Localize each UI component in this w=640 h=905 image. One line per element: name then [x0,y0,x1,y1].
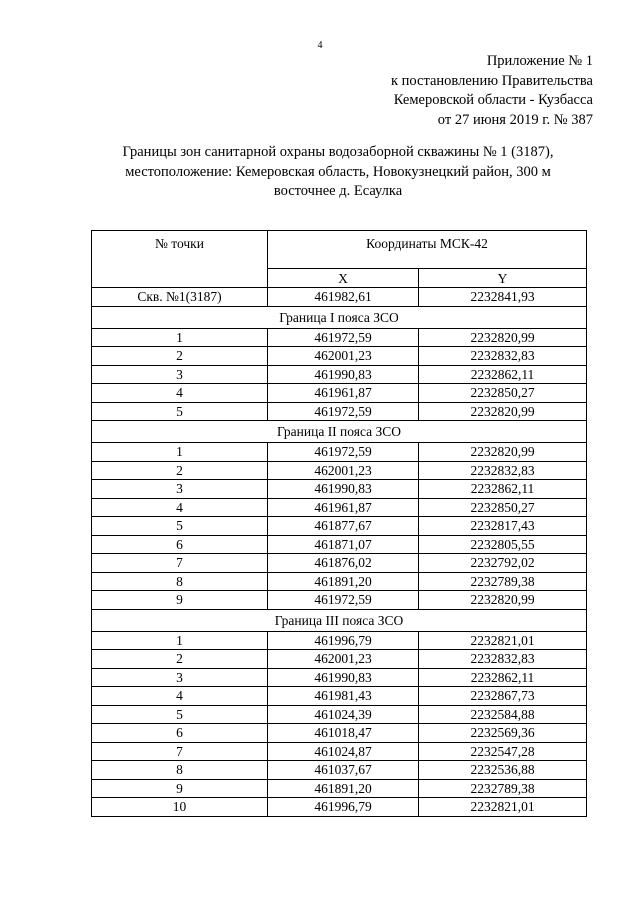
table-row [92,724,587,743]
table-row [92,779,587,798]
cell-point: 1 [92,443,268,462]
cell-point: 7 [92,742,268,761]
title-line: Границы зон санитарной охраны водозаборной скважины № 1 (3187), [122,144,554,160]
table-row [92,742,587,761]
appendix-line: к постановлению Правительства [391,72,593,89]
appendix-line: Кемеровской области - Кузбасса [393,92,593,108]
document-title [90,143,586,202]
cell-x: 461891,20 [268,572,419,591]
cell-x: 462001,23 [268,461,419,480]
table-row [92,384,587,403]
section-title: Граница III пояса ЗСО [92,609,587,631]
table-row [92,365,587,384]
cell-x: 461877,67 [268,517,419,536]
cell-x: 461961,87 [268,384,419,403]
title-line: местоположение: Кемеровская область, Новокузнецкий район, 300 м [125,163,551,180]
cell-x: 461972,59 [268,443,419,462]
cell-x: 461018,47 [268,724,419,743]
header-x: X [268,269,419,288]
cell-y: 2232832,83 [419,347,587,366]
cell-x: 462001,23 [268,347,419,366]
cell-point: 2 [92,650,268,669]
cell-x: 461972,59 [268,591,419,610]
cell-y: 2232805,55 [419,535,587,554]
cell-x: 462001,23 [268,650,419,669]
well-point: Скв. №1(3187) [92,288,268,307]
cell-point: 6 [92,535,268,554]
table-row [92,705,587,724]
cell-point: 10 [92,798,268,817]
well-row [92,288,587,307]
table-row [92,554,587,573]
table-row [92,498,587,517]
table-row [92,650,587,669]
cell-y: 2232820,99 [419,591,587,610]
cell-point: 9 [92,779,268,798]
title-line: восточнее д. Есаулка [273,183,403,199]
cell-y: 2232789,38 [419,572,587,591]
table-row [92,761,587,780]
appendix-block [391,52,593,130]
page-number: 4 [317,40,323,51]
table-row [92,517,587,536]
coordinates-table-body [92,231,587,817]
cell-point: 5 [92,705,268,724]
cell-y: 2232862,11 [419,365,587,384]
cell-y: 2232536,88 [419,761,587,780]
cell-y: 2232850,27 [419,498,587,517]
cell-y: 2232850,27 [419,384,587,403]
cell-point: 8 [92,761,268,780]
cell-x: 461876,02 [268,554,419,573]
cell-point: 9 [92,591,268,610]
cell-y: 2232792,02 [419,554,587,573]
cell-x: 461024,39 [268,705,419,724]
header-point: № точки [92,231,268,288]
cell-point: 6 [92,724,268,743]
table-row [92,402,587,421]
cell-point: 2 [92,347,268,366]
table-header-row [92,231,587,269]
cell-y: 2232867,73 [419,687,587,706]
cell-point: 2 [92,461,268,480]
cell-y: 2232584,88 [419,705,587,724]
cell-point: 8 [92,572,268,591]
cell-y: 2232820,99 [419,443,587,462]
cell-x: 461981,43 [268,687,419,706]
cell-x: 461990,83 [268,668,419,687]
header-coordinates: Координаты МСК-42 [268,231,587,269]
cell-point: 4 [92,498,268,517]
cell-y: 2232820,99 [419,328,587,347]
cell-point: 3 [92,480,268,499]
cell-y: 2232789,38 [419,779,587,798]
section-title: Граница I пояса ЗСО [92,306,587,328]
cell-point: 4 [92,384,268,403]
cell-point: 5 [92,402,268,421]
section-header-row [92,306,587,328]
cell-y: 2232821,01 [419,631,587,650]
table-row [92,480,587,499]
cell-x: 461024,87 [268,742,419,761]
table-row [92,798,587,817]
cell-point: 1 [92,631,268,650]
cell-y: 2232817,43 [419,517,587,536]
cell-point: 5 [92,517,268,536]
cell-y: 2232547,28 [419,742,587,761]
appendix-line: Приложение № 1 [486,53,593,69]
header-y: Y [419,269,587,288]
table-row [92,668,587,687]
cell-x: 461990,83 [268,365,419,384]
cell-y: 2232832,83 [419,461,587,480]
table-row [92,443,587,462]
cell-y: 2232862,11 [419,668,587,687]
cell-x: 461996,79 [268,798,419,817]
cell-y: 2232820,99 [419,402,587,421]
cell-point: 4 [92,687,268,706]
cell-y: 2232862,11 [419,480,587,499]
cell-x: 461996,79 [268,631,419,650]
table-row [92,461,587,480]
well-x: 461982,61 [268,288,419,307]
table-row [92,591,587,610]
cell-x: 461891,20 [268,779,419,798]
cell-x: 461990,83 [268,480,419,499]
cell-point: 3 [92,668,268,687]
table-row [92,328,587,347]
section-header-row [92,609,587,631]
cell-x: 461972,59 [268,402,419,421]
cell-x: 461961,87 [268,498,419,517]
well-y: 2232841,93 [419,288,587,307]
section-header-row [92,421,587,443]
cell-point: 1 [92,328,268,347]
section-title: Граница II пояса ЗСО [92,421,587,443]
cell-y: 2232832,83 [419,650,587,669]
table-row [92,347,587,366]
cell-x: 461037,67 [268,761,419,780]
cell-point: 3 [92,365,268,384]
table-row [92,631,587,650]
coordinates-table [91,230,587,817]
cell-point: 7 [92,554,268,573]
table-row [92,535,587,554]
table-row [92,687,587,706]
appendix-line: от 27 июня 2019 г. № 387 [437,111,593,128]
cell-x: 461871,07 [268,535,419,554]
cell-y: 2232821,01 [419,798,587,817]
cell-y: 2232569,36 [419,724,587,743]
cell-x: 461972,59 [268,328,419,347]
table-row [92,572,587,591]
